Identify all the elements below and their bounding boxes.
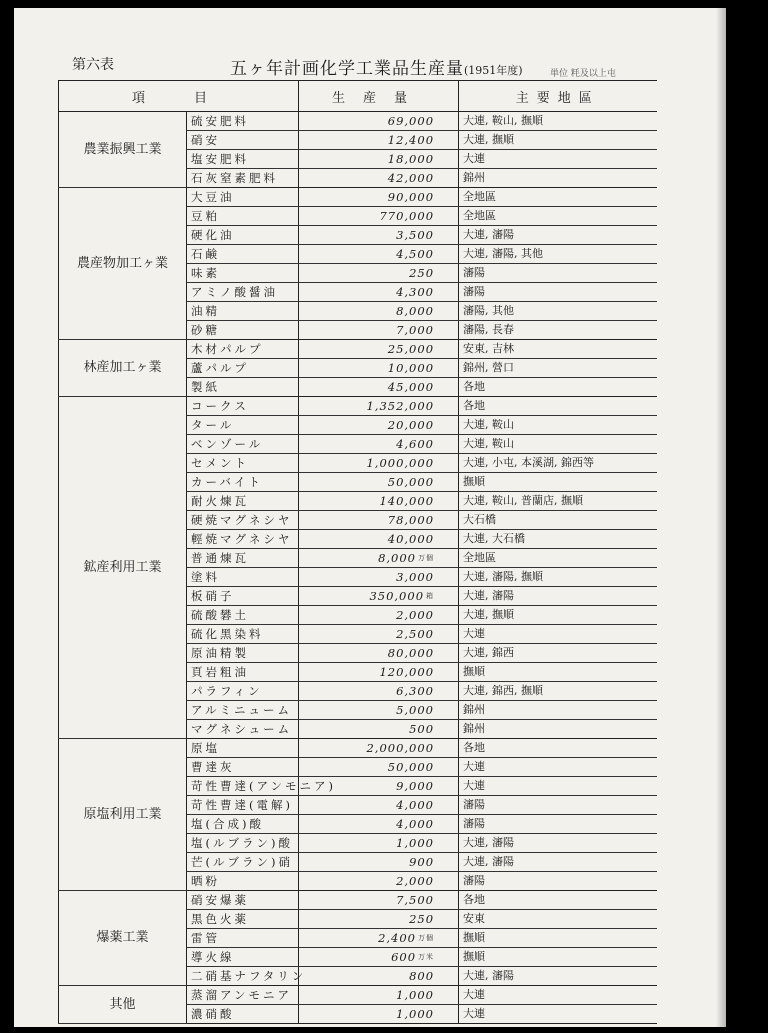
location-cell: 各地 [459, 397, 657, 416]
location-cell: 大連 [459, 625, 657, 644]
location-cell: 安東 [459, 910, 657, 929]
amount-cell [299, 758, 459, 777]
table-row [59, 739, 657, 758]
item-cell: 硬化油 [187, 226, 299, 245]
item-cell: 硫化黑染料 [187, 625, 299, 644]
location-cell: 瀋陽, 長春 [459, 321, 657, 340]
amount-value: 4,000 [396, 817, 435, 831]
location-cell: 錦州, 營口 [459, 359, 657, 378]
amount-value: 80,000 [387, 646, 435, 660]
amount-cell [299, 340, 459, 359]
location-cell: 全地區 [459, 207, 657, 226]
location-cell: 大連 [459, 777, 657, 796]
amount-cell [299, 473, 459, 492]
amount-value: 2,400 [378, 931, 417, 945]
amount-value: 250 [409, 912, 435, 926]
amount-cell [299, 701, 459, 720]
location-cell: 大連 [459, 986, 657, 1005]
item-cell: 蒸溜アンモニア [187, 986, 299, 1005]
table-row [59, 397, 657, 416]
amount-cell [299, 986, 459, 1005]
item-cell: 製紙 [187, 378, 299, 397]
amount-value: 9,000 [396, 779, 435, 793]
amount-value: 25,000 [387, 342, 435, 356]
item-cell: パラフィン [187, 682, 299, 701]
amount-cell [299, 663, 459, 682]
amount-value: 140,000 [379, 494, 435, 508]
amount-value: 4,600 [396, 437, 435, 451]
amount-value: 10,000 [387, 361, 435, 375]
item-cell: 大豆油 [187, 188, 299, 207]
amount-value: 250 [409, 266, 435, 280]
amount-cell [299, 150, 459, 169]
amount-value: 2,000,000 [366, 741, 435, 755]
amount-value: 2,000 [396, 608, 435, 622]
amount-cell [299, 853, 459, 872]
category-cell: 爆薬工業 [59, 891, 187, 986]
location-cell: 大石橋 [459, 511, 657, 530]
amount-cell [299, 929, 459, 948]
category-cell: 農業振興工業 [59, 112, 187, 188]
amount-cell [299, 739, 459, 758]
amount-cell [299, 967, 459, 986]
item-cell: 硬焼マグネシヤ [187, 511, 299, 530]
amount-value: 120,000 [379, 665, 435, 679]
amount-cell [299, 283, 459, 302]
location-cell: 大連, 鞍山, 普蘭店, 撫順 [459, 492, 657, 511]
location-cell: 撫順 [459, 948, 657, 967]
amount-value: 3,000 [396, 570, 435, 584]
item-cell: 晒粉 [187, 872, 299, 891]
location-cell: 大連 [459, 150, 657, 169]
location-cell: 大連, 瀋陽 [459, 834, 657, 853]
item-cell: セメント [187, 454, 299, 473]
item-cell: 味素 [187, 264, 299, 283]
title-text: 五ヶ年計画化学工業品生産量 [230, 59, 464, 79]
table-row [59, 986, 657, 1005]
amount-value: 500 [409, 722, 435, 736]
item-cell: 塩(ルブラン)酸 [187, 834, 299, 853]
location-cell: 大連, 小屯, 本溪湖, 錦西等 [459, 454, 657, 473]
item-cell: カーバイト [187, 473, 299, 492]
item-cell: 原塩 [187, 739, 299, 758]
item-cell: アミノ酸醤油 [187, 283, 299, 302]
item-cell: 芒(ルブラン)硝 [187, 853, 299, 872]
amount-cell [299, 568, 459, 587]
amount-cell [299, 454, 459, 473]
location-cell: 各地 [459, 891, 657, 910]
amount-cell [299, 302, 459, 321]
amount-value: 3,500 [396, 228, 435, 242]
item-cell: 硫酸礬土 [187, 606, 299, 625]
amount-cell [299, 530, 459, 549]
item-cell: 導火線 [187, 948, 299, 967]
location-cell: 瀋陽 [459, 872, 657, 891]
amount-value: 7,500 [396, 893, 435, 907]
amount-value: 1,000 [396, 988, 435, 1002]
location-cell: 各地 [459, 739, 657, 758]
category-cell: 農産物加工ヶ業 [59, 188, 187, 340]
location-cell: 錦州 [459, 169, 657, 188]
location-cell: 大連, 大石橋 [459, 530, 657, 549]
amount-cell [299, 131, 459, 150]
item-cell: 耐火煉瓦 [187, 492, 299, 511]
table-row [59, 112, 657, 131]
amount-cell [299, 644, 459, 663]
location-cell: 撫順 [459, 663, 657, 682]
location-cell: 大連, 鞍山, 撫順 [459, 112, 657, 131]
amount-value: 78,000 [387, 513, 435, 527]
amount-cell [299, 948, 459, 967]
amount-cell [299, 910, 459, 929]
amount-cell [299, 435, 459, 454]
location-cell: 大連, 鞍山 [459, 435, 657, 454]
amount-value: 600 [391, 950, 417, 964]
item-cell: マグネシューム [187, 720, 299, 739]
amount-value: 8,000 [378, 551, 417, 565]
item-cell: 砂糖 [187, 321, 299, 340]
location-cell: 撫順 [459, 473, 657, 492]
location-cell: 瀋陽 [459, 796, 657, 815]
amount-cell [299, 492, 459, 511]
item-cell: 豆粕 [187, 207, 299, 226]
location-cell: 錦州 [459, 720, 657, 739]
category-cell: 鉱産利用工業 [59, 397, 187, 739]
amount-cell [299, 606, 459, 625]
amount-value: 1,352,000 [366, 399, 435, 413]
amount-value: 2,500 [396, 627, 435, 641]
location-cell: 大連, 瀋陽, 其他 [459, 245, 657, 264]
item-cell: 原油精製 [187, 644, 299, 663]
header-location: 主要地區 [459, 81, 657, 112]
location-cell: 大連, 瀋陽 [459, 853, 657, 872]
amount-unit-note: 箱 [426, 592, 435, 600]
header-row [59, 81, 657, 112]
amount-cell [299, 264, 459, 283]
item-cell: 曹達灰 [187, 758, 299, 777]
amount-value: 2,000 [396, 874, 435, 888]
amount-cell [299, 682, 459, 701]
location-cell: 大連, 瀋陽 [459, 226, 657, 245]
item-cell: 苛性曹達(電解) [187, 796, 299, 815]
location-cell: 錦州 [459, 701, 657, 720]
amount-value: 6,300 [396, 684, 435, 698]
item-cell: 油精 [187, 302, 299, 321]
table-row [59, 188, 657, 207]
document-page [14, 8, 726, 1027]
amount-cell [299, 207, 459, 226]
amount-value: 900 [409, 855, 435, 869]
amount-cell [299, 872, 459, 891]
amount-cell [299, 378, 459, 397]
item-cell: 石灰窒素肥料 [187, 169, 299, 188]
item-cell: 硫安肥料 [187, 112, 299, 131]
amount-value: 800 [409, 969, 435, 983]
location-cell: 大連, 撫順 [459, 606, 657, 625]
amount-value: 40,000 [387, 532, 435, 546]
amount-cell [299, 359, 459, 378]
location-cell: 大連, 瀋陽 [459, 967, 657, 986]
amount-cell [299, 188, 459, 207]
item-cell: ベンゾール [187, 435, 299, 454]
header-category: 項 目 [59, 81, 299, 112]
location-cell: 全地區 [459, 549, 657, 568]
item-cell: 木材パルプ [187, 340, 299, 359]
amount-cell [299, 815, 459, 834]
item-cell: 頁岩粗油 [187, 663, 299, 682]
amount-cell [299, 625, 459, 644]
amount-cell [299, 169, 459, 188]
item-cell: 濃硝酸 [187, 1005, 299, 1024]
item-cell: 塗料 [187, 568, 299, 587]
item-cell: 石鹸 [187, 245, 299, 264]
amount-value: 50,000 [387, 760, 435, 774]
location-cell: 瀋陽 [459, 264, 657, 283]
item-cell: 黒色火薬 [187, 910, 299, 929]
location-cell: 大連, 錦西 [459, 644, 657, 663]
location-cell: 大連 [459, 1005, 657, 1024]
location-cell: 瀋陽, 其他 [459, 302, 657, 321]
amount-value: 5,000 [396, 703, 435, 717]
amount-value: 7,000 [396, 323, 435, 337]
amount-value: 12,400 [387, 133, 435, 147]
amount-value: 20,000 [387, 418, 435, 432]
category-cell: 其他 [59, 986, 187, 1024]
amount-value: 350,000 [369, 589, 425, 603]
category-cell: 原塩利用工業 [59, 739, 187, 891]
amount-value: 1,000 [396, 836, 435, 850]
location-cell: 大連 [459, 758, 657, 777]
document-title [230, 54, 523, 79]
amount-cell [299, 245, 459, 264]
amount-value: 18,000 [387, 152, 435, 166]
location-cell: 大連, 鞍山 [459, 416, 657, 435]
location-cell: 瀋陽 [459, 283, 657, 302]
item-cell: アルミニューム [187, 701, 299, 720]
amount-unit-note: 万個 [418, 554, 435, 562]
item-cell: 塩安肥料 [187, 150, 299, 169]
amount-value: 4,500 [396, 247, 435, 261]
amount-cell [299, 511, 459, 530]
amount-cell [299, 416, 459, 435]
location-cell: 撫順 [459, 929, 657, 948]
amount-cell [299, 587, 459, 606]
item-cell: 硝安 [187, 131, 299, 150]
amount-value: 4,300 [396, 285, 435, 299]
amount-cell [299, 796, 459, 815]
item-cell: 蘆パルプ [187, 359, 299, 378]
location-cell: 安東, 吉林 [459, 340, 657, 359]
amount-cell [299, 1005, 459, 1024]
amount-value: 42,000 [387, 171, 435, 185]
amount-cell [299, 112, 459, 131]
amount-value: 45,000 [387, 380, 435, 394]
amount-value: 4,000 [396, 798, 435, 812]
amount-cell [299, 321, 459, 340]
table-row [59, 891, 657, 910]
unit-note: 単位 粍及以上屯 [550, 69, 616, 79]
location-cell: 大連, 撫順 [459, 131, 657, 150]
item-cell: 硝安爆薬 [187, 891, 299, 910]
amount-value: 90,000 [387, 190, 435, 204]
amount-cell [299, 397, 459, 416]
item-cell: コークス [187, 397, 299, 416]
item-cell: 雷管 [187, 929, 299, 948]
title-year: (1951年度) [464, 64, 523, 77]
amount-unit-note: 万米 [418, 953, 435, 961]
location-cell: 大連, 錦西, 撫順 [459, 682, 657, 701]
amount-cell [299, 891, 459, 910]
category-cell: 林産加工ヶ業 [59, 340, 187, 397]
amount-cell [299, 720, 459, 739]
location-cell: 全地區 [459, 188, 657, 207]
amount-unit-note: 万個 [418, 934, 435, 942]
item-cell: 板硝子 [187, 587, 299, 606]
item-cell: 苛性曹達(アンモニア) [187, 777, 299, 796]
location-cell: 大連, 瀋陽, 撫順 [459, 568, 657, 587]
amount-value: 1,000,000 [366, 456, 435, 470]
amount-value: 1,000 [396, 1007, 435, 1021]
item-cell: 二硝基ナフタリン [187, 967, 299, 986]
item-cell: 輕焼マグネシヤ [187, 530, 299, 549]
table-row [59, 340, 657, 359]
item-cell: 普通煉瓦 [187, 549, 299, 568]
production-table [58, 80, 657, 1024]
location-cell: 各地 [459, 378, 657, 397]
item-cell: 塩(合成)酸 [187, 815, 299, 834]
location-cell: 大連, 瀋陽 [459, 587, 657, 606]
amount-cell [299, 834, 459, 853]
table-number: 第六表 [72, 57, 114, 73]
header-amount: 生産量 [299, 81, 459, 112]
amount-value: 770,000 [379, 209, 435, 223]
amount-cell [299, 226, 459, 245]
location-cell: 瀋陽 [459, 815, 657, 834]
amount-cell [299, 549, 459, 568]
amount-value: 50,000 [387, 475, 435, 489]
item-cell: タール [187, 416, 299, 435]
table-body [59, 112, 657, 1024]
amount-value: 8,000 [396, 304, 435, 318]
amount-value: 69,000 [387, 114, 435, 128]
